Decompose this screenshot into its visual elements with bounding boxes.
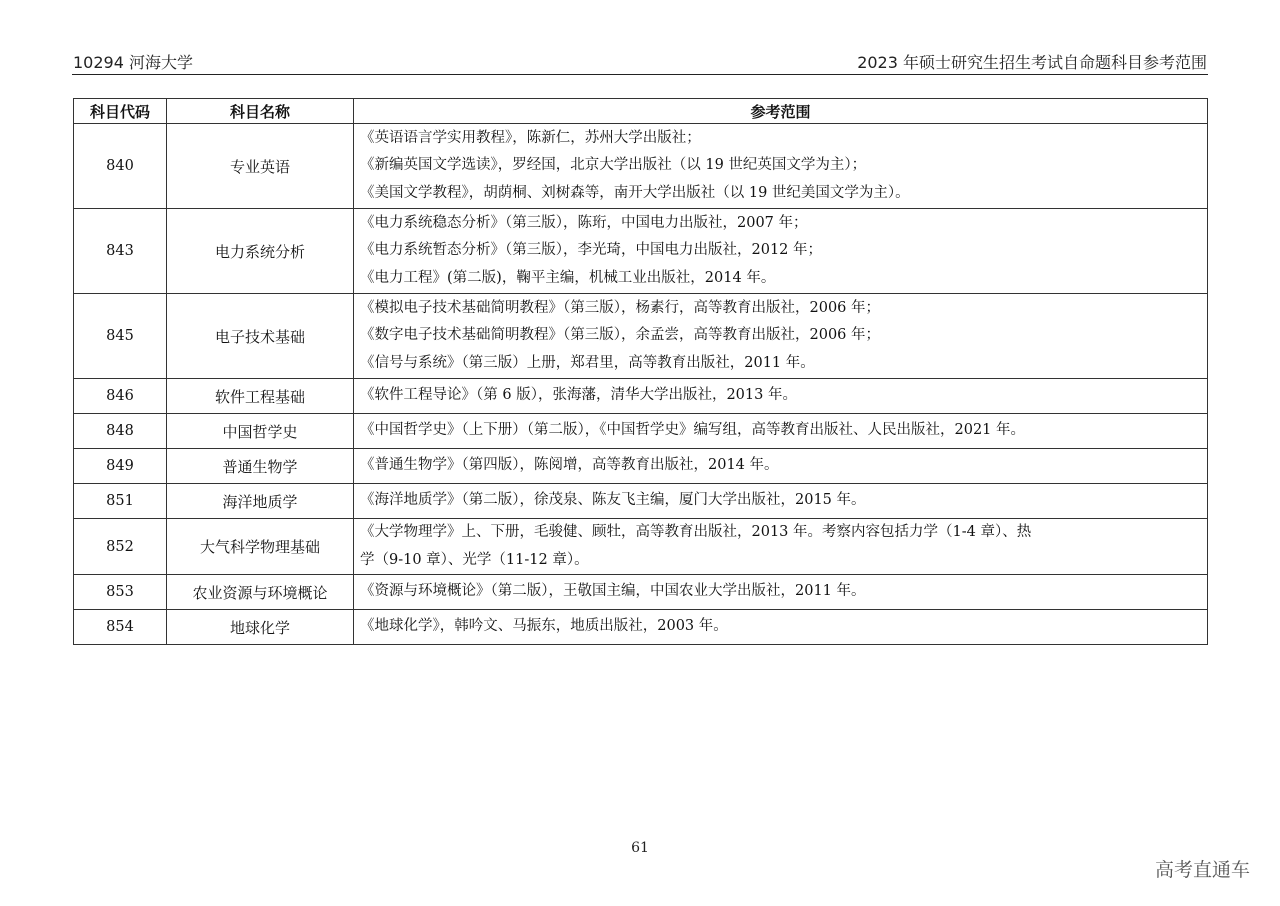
page-number: 61 [631,840,649,856]
table-row [74,484,1208,519]
reference-scope [354,379,1208,414]
reference-line: 《电力系统暂态分析》（第三版），李光琦，中国电力出版社，2012 年； [360,242,823,259]
header-divider [72,74,1208,75]
subject-name: 软件工程基础 [167,379,354,414]
header-university: 10294 河海大学 [73,53,193,72]
table-row [74,209,1208,294]
reference-line: 《大学物理学》上、下册，毛骏健、顾牡，高等教育出版社，2013 年。考察内容包括力学（1-4 章）、热 [360,524,1032,540]
subject-name: 大气科学物理基础 [167,519,354,575]
table-row [74,124,1208,209]
table-row [74,414,1208,449]
reference-line: 《中国哲学史》（上下册）（第二版），《中国哲学史》编写组，高等教育出版社、人民出版社，2021 年。 [360,422,1026,439]
reference-scope [354,449,1208,484]
column-header-code: 科目代码 [74,99,167,124]
subject-name: 专业英语 [167,124,354,209]
subject-code: 851 [74,484,167,519]
reference-line: 学（9-10 章）、光学（11-12 章）。 [360,551,589,568]
subject-name: 地球化学 [167,610,354,645]
reference-line: 《电力工程》(第二版)，鞠平主编，机械工业出版社，2014 年。 [360,269,776,286]
reference-scope [354,209,1208,294]
subject-name: 普通生物学 [167,449,354,484]
subject-code: 849 [74,449,167,484]
subject-code: 840 [74,124,167,209]
subject-code: 846 [74,379,167,414]
table-row [74,519,1208,575]
reference-line: 《海洋地质学》（第二版），徐茂泉、陈友飞主编，厦门大学出版社，2015 年。 [360,492,866,509]
table-header-row [74,99,1208,124]
reference-scope [354,484,1208,519]
reference-line: 《地球化学》，韩吟文、马振东，地质出版社，2003 年。 [360,618,728,635]
subject-code: 848 [74,414,167,449]
reference-line: 《新编英国文学选读》，罗经国，北京大学出版社（以 19 世纪英国文学为主）； [360,157,867,174]
table-row [74,294,1208,379]
watermark-text: 高考直通车 [1154,859,1250,881]
reference-line: 《信号与系统》（第三版）上册，郑君里，高等教育出版社，2011 年。 [360,354,815,371]
subject-reference-table-container [73,98,1207,645]
reference-line: 《软件工程导论》（第 6 版），张海藩，清华大学出版社，2013 年。 [360,387,797,404]
table-row [74,610,1208,645]
reference-line: 《美国文学教程》，胡荫桐、刘树森等，南开大学出版社（以 19 世纪美国文学为主）。 [360,184,910,201]
subject-name: 农业资源与环境概论 [167,575,354,610]
reference-line: 《普通生物学》（第四版），陈阅增，高等教育出版社，2014 年。 [360,457,779,474]
subject-code: 843 [74,209,167,294]
reference-line: 《英语语言学实用教程》，陈新仁，苏州大学出版社； [360,129,701,146]
subject-name: 电子技术基础 [167,294,354,379]
table-row [74,379,1208,414]
reference-scope [354,575,1208,610]
column-header-reference: 参考范围 [354,99,1208,124]
reference-scope [354,414,1208,449]
subject-code: 854 [74,610,167,645]
reference-scope [354,124,1208,209]
subject-name: 电力系统分析 [167,209,354,294]
reference-scope [354,610,1208,645]
table-row [74,575,1208,610]
header-document-title: 2023 年硕士研究生招生考试自命题科目参考范围 [857,53,1207,72]
reference-line: 《电力系统稳态分析》（第三版），陈珩，中国电力出版社，2007 年； [360,214,808,231]
column-header-name: 科目名称 [167,99,354,124]
subject-name: 中国哲学史 [167,414,354,449]
reference-line: 《资源与环境概论》（第二版），王敬国主编，中国农业大学出版社，2011 年。 [360,583,866,600]
reference-line: 《模拟电子技术基础简明教程》（第三版），杨素行，高等教育出版社，2006 年； [360,299,881,316]
subject-code: 852 [74,519,167,575]
subject-reference-table [73,98,1208,645]
reference-line: 《数字电子技术基础简明教程》（第三版），余孟尝，高等教育出版社，2006 年； [360,327,881,344]
subject-code: 853 [74,575,167,610]
subject-name: 海洋地质学 [167,484,354,519]
subject-code: 845 [74,294,167,379]
reference-scope [354,294,1208,379]
table-row [74,449,1208,484]
reference-scope [354,519,1208,575]
